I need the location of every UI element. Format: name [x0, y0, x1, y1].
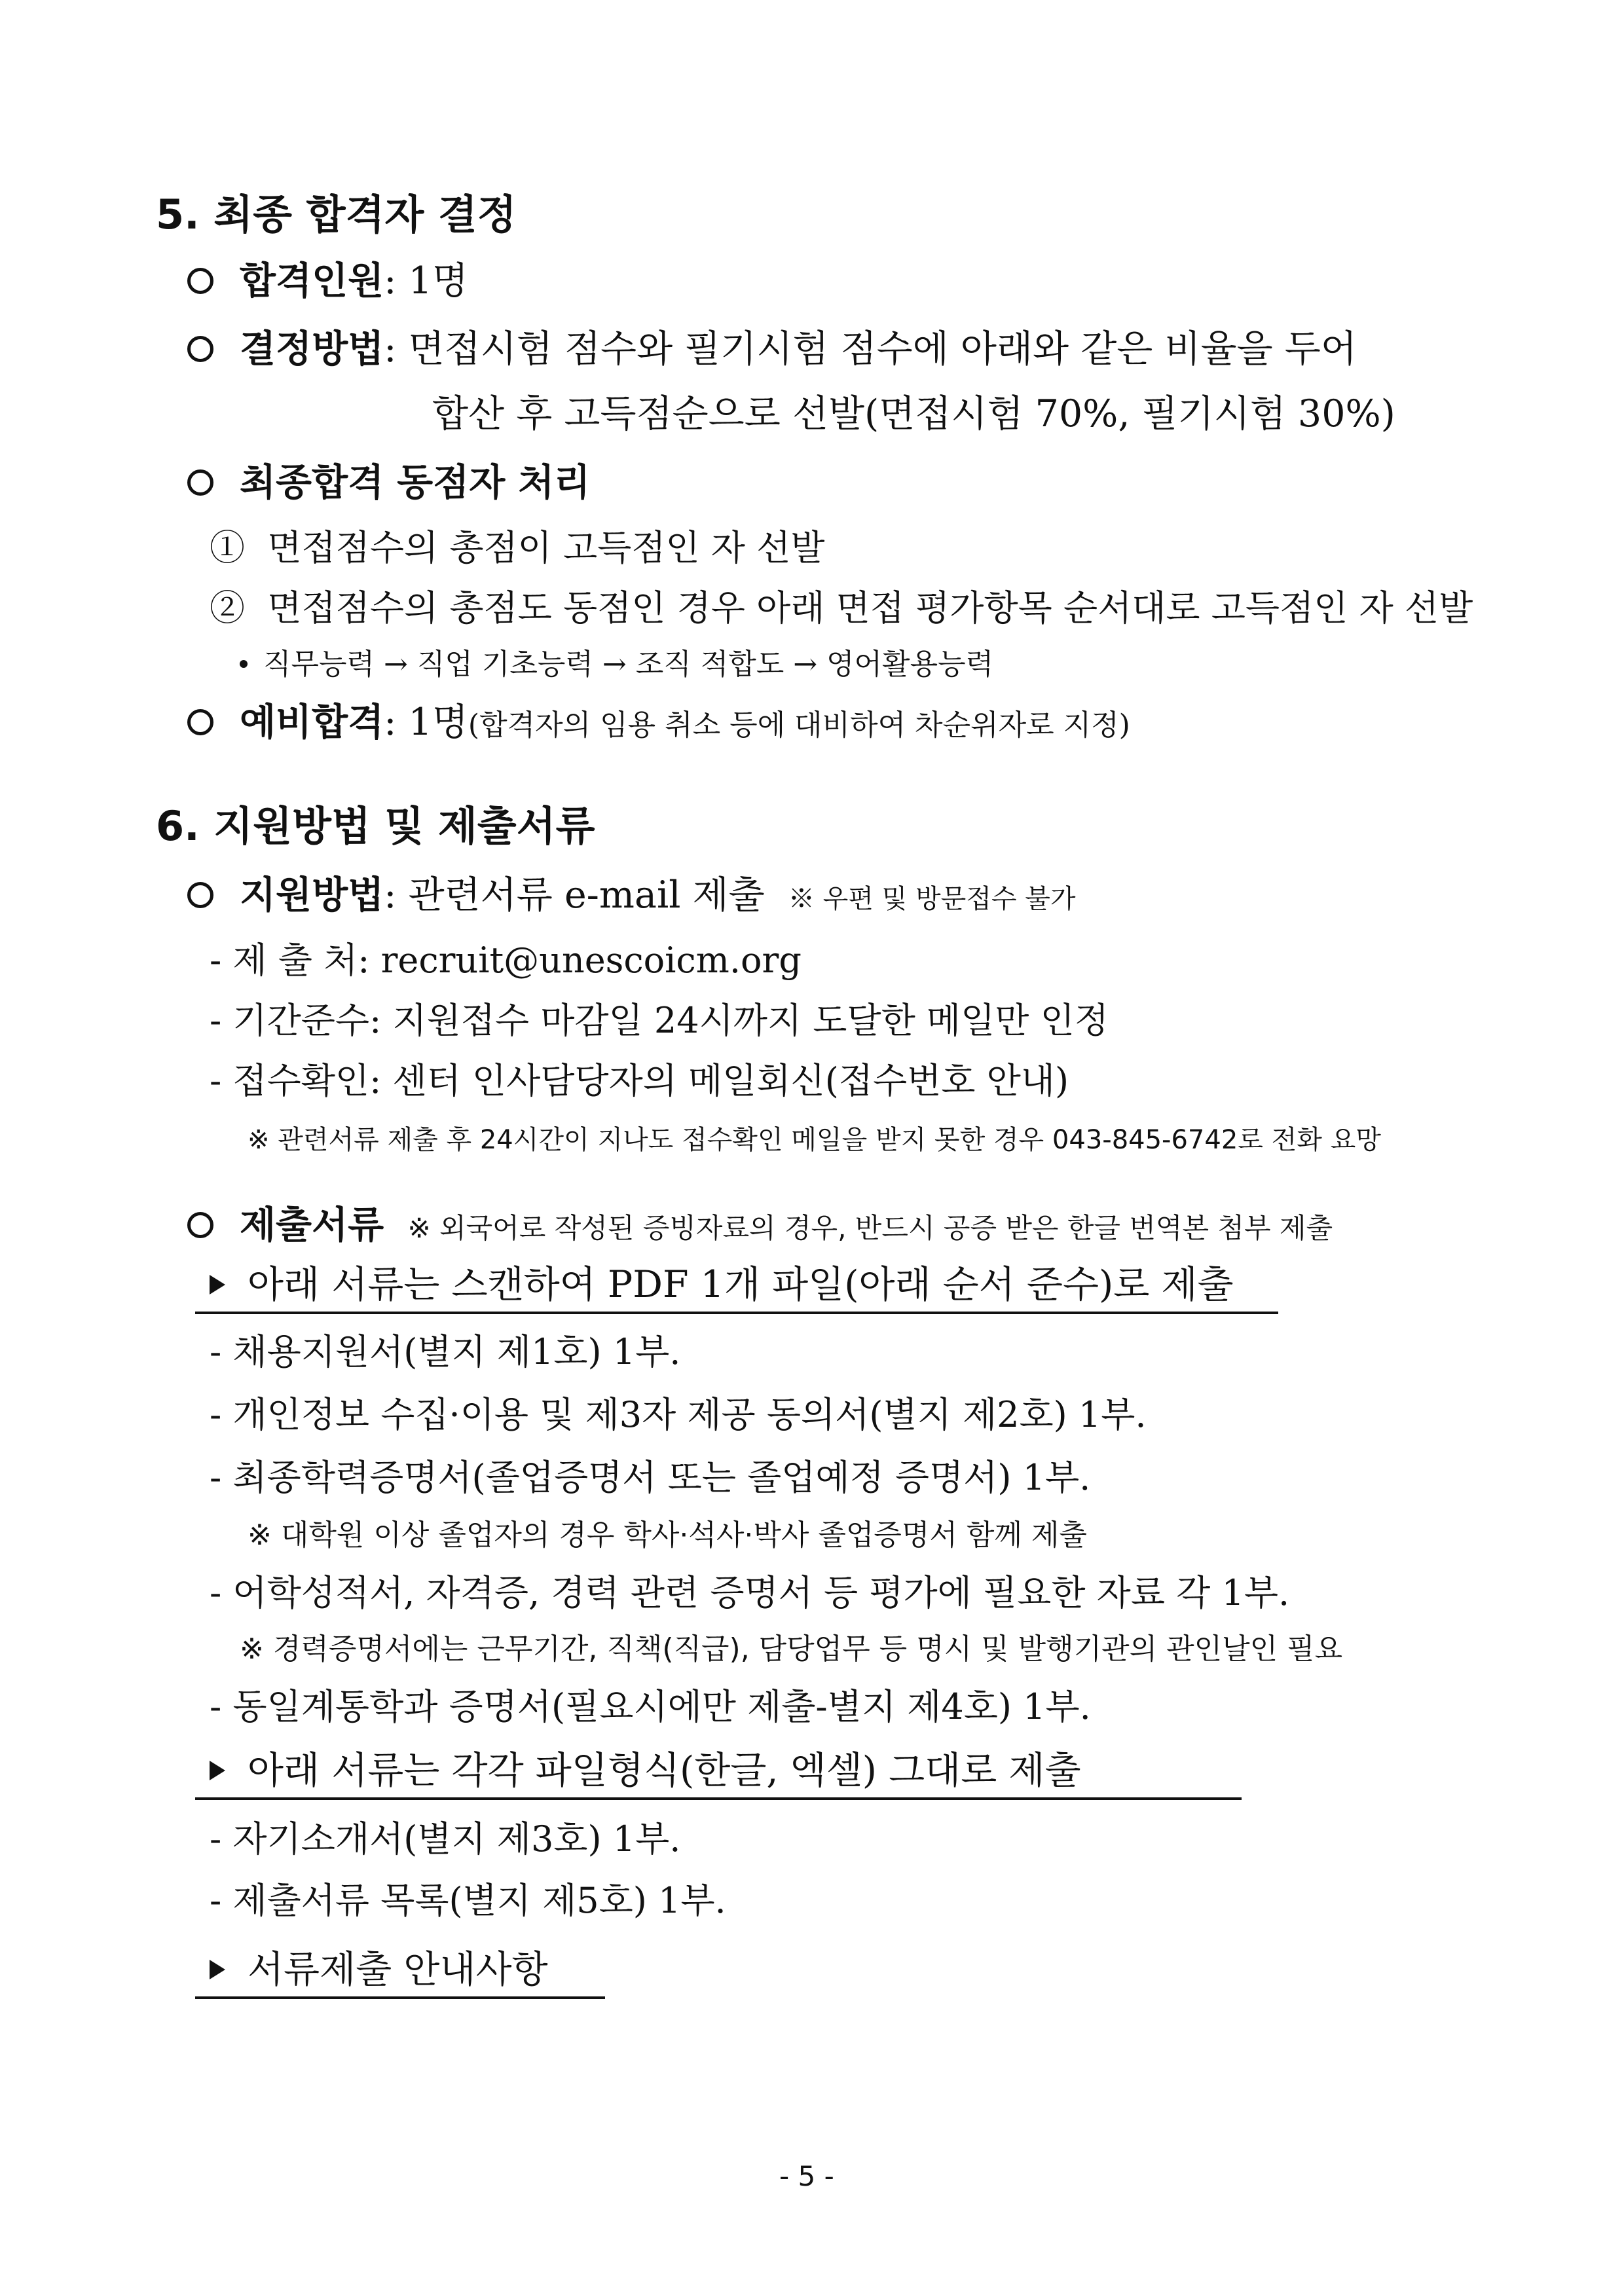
- method-text-2: 합산 후 고득점순으로 선발(면접시험 70%, 필기시험 30%): [432, 392, 1395, 435]
- page-number: - 5 -: [779, 2160, 834, 2192]
- pass-count-line: [187, 259, 468, 303]
- method-label: 결정방법: [240, 327, 384, 371]
- doc-list: - 제출서류 목록(별지 제5호) 1부.: [210, 1880, 726, 1921]
- grad-note: ※ 대학원 이상 졸업자의 경우 학사·석사·박사 졸업증명서 함께 제출: [248, 1518, 1087, 1552]
- group3-heading-line: [210, 1949, 548, 1992]
- triangle-bullet-icon: [210, 1761, 225, 1780]
- group1-underline: [195, 1312, 1278, 1314]
- dot-bullet-icon: [240, 660, 248, 668]
- reserve-line: [187, 701, 1130, 744]
- reserve-label: 예비합격: [240, 700, 384, 744]
- doc-certificates: - 어학성적서, 자격증, 경력 관련 증명서 등 평가에 필요한 자료 각 1부.: [210, 1572, 1290, 1613]
- apply-value: : 관련서류 e-mail 제출: [384, 873, 765, 917]
- group1-heading-line: [210, 1264, 1234, 1307]
- tie-item-2-text: 면접점수의 총점도 동점인 경우 아래 면접 평가항목 순서대로 고득점인 자 선발: [267, 587, 1473, 629]
- circle-bullet-icon: [187, 1212, 213, 1238]
- docs-note: ※ 외국어로 작성된 증빙자료의 경우, 반드시 공증 받은 한글 번역본 첨부 제출: [407, 1212, 1333, 1244]
- group3-heading: 서류제출 안내사항: [248, 1948, 548, 1991]
- career-note: ※ 경력증명서에는 근무기간, 직책(직급), 담당업무 등 명시 및 발행기관의 관인날인 필요: [240, 1632, 1343, 1666]
- doc-same-major: - 동일계통학과 증명서(필요시에만 제출-별지 제4호) 1부.: [210, 1686, 1091, 1727]
- reserve-note: (합격자의 임용 취소 등에 대비하여 차순위자로 지정): [468, 708, 1130, 742]
- group2-heading: 아래 서류는 각각 파일형식(한글, 엑셀) 그대로 제출: [248, 1749, 1081, 1792]
- tie-label: 최종합격 동점자 처리: [240, 460, 591, 504]
- tie-order-line: [240, 648, 993, 682]
- circle-bullet-icon: [187, 709, 213, 735]
- apply-confirm: - 접수확인: 센터 인사담당자의 메일회신(접수번호 안내): [210, 1060, 1069, 1101]
- contact-note: ※ 관련서류 제출 후 24시간이 지나도 접수확인 메일을 받지 못한 경우 043-845-6742로 전화 요망: [248, 1125, 1381, 1155]
- group2-underline: [195, 1797, 1242, 1800]
- section-5-title: 5. 최종 합격자 결정: [156, 191, 517, 238]
- circle-bullet-icon: [187, 268, 213, 294]
- doc-privacy-consent: - 개인정보 수집·이용 및 제3자 제공 동의서(별지 제2호) 1부.: [210, 1394, 1147, 1435]
- group2-heading-line: [210, 1750, 1081, 1793]
- group3-underline: [195, 1996, 605, 1999]
- doc-application: - 채용지원서(별지 제1호) 1부.: [210, 1331, 681, 1372]
- tie-item-2: [210, 588, 1473, 629]
- apply-note: ※ 우편 및 방문접수 불가: [788, 884, 1076, 914]
- method-line: [187, 327, 1357, 371]
- apply-deadline: - 기간준수: 지원접수 마감일 24시까지 도달한 메일만 인정: [210, 1000, 1109, 1041]
- triangle-bullet-icon: [210, 1960, 225, 1979]
- method-text-1: : 면접시험 점수와 필기시험 점수에 아래와 같은 비율을 두어: [384, 327, 1357, 371]
- tie-item-1: [210, 528, 824, 568]
- pass-count-label: 합격인원: [240, 259, 384, 303]
- doc-self-intro: - 자기소개서(별지 제3호) 1부.: [210, 1818, 681, 1860]
- apply-line: [187, 873, 1076, 917]
- tie-item-1-marker: ①: [210, 527, 245, 568]
- circle-bullet-icon: [187, 336, 213, 362]
- triangle-bullet-icon: [210, 1275, 225, 1294]
- reserve-value: : 1명: [384, 701, 468, 744]
- pass-count-value: : 1명: [384, 259, 468, 303]
- tie-item-1-text: 면접점수의 총점이 고득점인 자 선발: [267, 527, 825, 568]
- doc-education: - 최종학력증명서(졸업증명서 또는 졸업예정 증명서) 1부.: [210, 1457, 1091, 1498]
- circle-bullet-icon: [187, 882, 213, 908]
- docs-line: [187, 1203, 1333, 1247]
- apply-recipient: - 제 출 처: recruit@unescoicm.org: [210, 940, 802, 981]
- tie-line: [187, 461, 590, 505]
- circle-bullet-icon: [187, 469, 213, 496]
- docs-label: 제출서류: [240, 1203, 384, 1247]
- group1-heading: 아래 서류는 스캔하여 PDF 1개 파일(아래 순서 준수)로 제출: [248, 1263, 1234, 1306]
- section-6-title: 6. 지원방법 및 제출서류: [156, 802, 595, 850]
- tie-item-2-marker: ②: [210, 587, 245, 629]
- tie-order: 직무능력 → 직업 기초능력 → 조직 적합도 → 영어활용능력: [263, 648, 994, 681]
- apply-label: 지원방법: [240, 873, 384, 917]
